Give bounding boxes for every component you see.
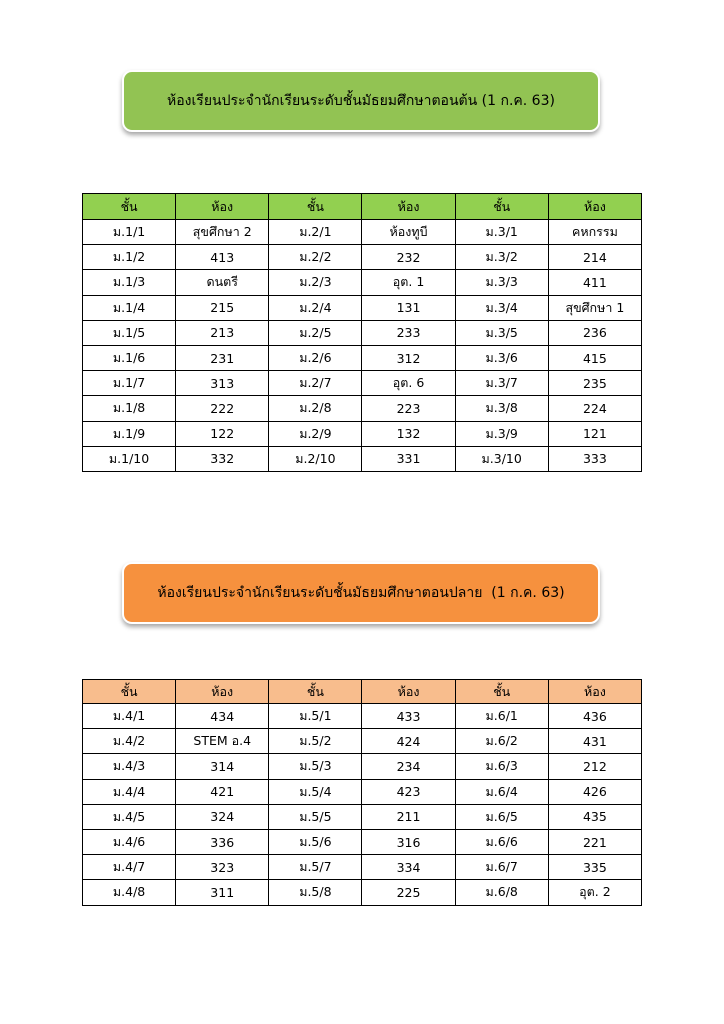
grade-cell: ม.1/1 (83, 220, 176, 245)
table-row (83, 220, 642, 245)
grade-cell: ม.5/2 (269, 729, 362, 754)
grade-cell: ม.3/4 (455, 295, 548, 320)
room-cell: 436 (548, 704, 641, 729)
room-cell: 335 (548, 855, 641, 880)
room-cell: 334 (362, 855, 455, 880)
room-cell: 232 (362, 245, 455, 270)
column-header-room: ห้อง (362, 194, 455, 220)
grade-cell: ม.4/4 (83, 779, 176, 804)
room-cell: 333 (548, 446, 641, 471)
grade-cell: ม.2/8 (269, 396, 362, 421)
room-cell: 311 (176, 880, 269, 905)
grade-cell: ม.3/9 (455, 421, 548, 446)
table-row (83, 880, 642, 905)
room-cell: STEM อ.4 (176, 729, 269, 754)
room-cell: 411 (548, 270, 641, 295)
room-cell: 215 (176, 295, 269, 320)
table-row (83, 270, 642, 295)
grade-cell: ม.4/6 (83, 829, 176, 854)
grade-cell: ม.5/8 (269, 880, 362, 905)
grade-cell: ม.5/6 (269, 829, 362, 854)
room-cell: 224 (548, 396, 641, 421)
room-cell: สุขศึกษา 1 (548, 295, 641, 320)
room-cell: 331 (362, 446, 455, 471)
room-cell: 212 (548, 754, 641, 779)
grade-cell: ม.4/3 (83, 754, 176, 779)
room-cell: 235 (548, 371, 641, 396)
upper-secondary-rooms-table (82, 679, 642, 906)
grade-cell: ม.3/1 (455, 220, 548, 245)
room-cell: 121 (548, 421, 641, 446)
grade-cell: ม.2/4 (269, 295, 362, 320)
room-cell: 313 (176, 371, 269, 396)
room-cell: 122 (176, 421, 269, 446)
room-cell: อุต. 6 (362, 371, 455, 396)
room-cell: 421 (176, 779, 269, 804)
column-header-grade: ชั้น (269, 194, 362, 220)
grade-cell: ม.4/1 (83, 704, 176, 729)
table-header-row (83, 194, 642, 220)
room-cell: 312 (362, 345, 455, 370)
room-cell: 211 (362, 804, 455, 829)
column-header-room: ห้อง (176, 680, 269, 704)
column-header-room: ห้อง (548, 680, 641, 704)
grade-cell: ม.1/9 (83, 421, 176, 446)
table-row (83, 396, 642, 421)
column-header-room: ห้อง (362, 680, 455, 704)
grade-cell: ม.2/2 (269, 245, 362, 270)
room-cell: 413 (176, 245, 269, 270)
table-row (83, 345, 642, 370)
room-cell: 424 (362, 729, 455, 754)
grade-cell: ม.6/2 (455, 729, 548, 754)
grade-cell: ม.6/4 (455, 779, 548, 804)
room-cell: 433 (362, 704, 455, 729)
column-header-grade: ชั้น (83, 194, 176, 220)
grade-cell: ม.1/7 (83, 371, 176, 396)
room-cell: สุขศึกษา 2 (176, 220, 269, 245)
grade-cell: ม.5/3 (269, 754, 362, 779)
table-row (83, 855, 642, 880)
room-cell: ดนตรี (176, 270, 269, 295)
room-cell: 236 (548, 320, 641, 345)
column-header-grade: ชั้น (455, 680, 548, 704)
room-cell: 423 (362, 779, 455, 804)
room-cell: 336 (176, 829, 269, 854)
grade-cell: ม.6/5 (455, 804, 548, 829)
room-cell: 415 (548, 345, 641, 370)
grade-cell: ม.3/3 (455, 270, 548, 295)
grade-cell: ม.5/7 (269, 855, 362, 880)
grade-cell: ม.3/7 (455, 371, 548, 396)
grade-cell: ม.3/6 (455, 345, 548, 370)
grade-cell: ม.5/5 (269, 804, 362, 829)
room-cell: 435 (548, 804, 641, 829)
room-cell: 213 (176, 320, 269, 345)
grade-cell: ม.4/7 (83, 855, 176, 880)
column-header-grade: ชั้น (269, 680, 362, 704)
grade-cell: ม.1/10 (83, 446, 176, 471)
grade-cell: ม.1/4 (83, 295, 176, 320)
table-row (83, 295, 642, 320)
room-cell: 225 (362, 880, 455, 905)
grade-cell: ม.6/3 (455, 754, 548, 779)
grade-cell: ม.6/1 (455, 704, 548, 729)
table-row (83, 779, 642, 804)
grade-cell: ม.5/4 (269, 779, 362, 804)
column-header-room: ห้อง (548, 194, 641, 220)
room-cell: 434 (176, 704, 269, 729)
table-row (83, 704, 642, 729)
grade-cell: ม.1/6 (83, 345, 176, 370)
upper-secondary-table-body (83, 704, 642, 906)
room-cell: ห้องทูบี (362, 220, 455, 245)
room-cell: 231 (176, 345, 269, 370)
grade-cell: ม.4/2 (83, 729, 176, 754)
room-cell: 316 (362, 829, 455, 854)
room-cell: 332 (176, 446, 269, 471)
room-cell: อุต. 1 (362, 270, 455, 295)
table-row (83, 421, 642, 446)
column-header-grade: ชั้น (455, 194, 548, 220)
table-header-row (83, 680, 642, 704)
grade-cell: ม.1/3 (83, 270, 176, 295)
grade-cell: ม.3/2 (455, 245, 548, 270)
room-cell: 132 (362, 421, 455, 446)
lower-secondary-table-body (83, 220, 642, 472)
table-row (83, 446, 642, 471)
grade-cell: ม.1/2 (83, 245, 176, 270)
room-cell: 323 (176, 855, 269, 880)
room-cell: 234 (362, 754, 455, 779)
room-cell: 214 (548, 245, 641, 270)
grade-cell: ม.6/8 (455, 880, 548, 905)
room-cell: 223 (362, 396, 455, 421)
grade-cell: ม.6/7 (455, 855, 548, 880)
table-row (83, 245, 642, 270)
table-row (83, 320, 642, 345)
room-cell: 324 (176, 804, 269, 829)
table-row (83, 371, 642, 396)
grade-cell: ม.4/8 (83, 880, 176, 905)
grade-cell: ม.2/1 (269, 220, 362, 245)
room-cell: คหกรรม (548, 220, 641, 245)
table-row (83, 804, 642, 829)
room-cell: 314 (176, 754, 269, 779)
grade-cell: ม.1/5 (83, 320, 176, 345)
lower-secondary-title-banner (122, 70, 600, 132)
table-row (83, 754, 642, 779)
room-cell: 426 (548, 779, 641, 804)
room-cell: อุต. 2 (548, 880, 641, 905)
grade-cell: ม.2/9 (269, 421, 362, 446)
table-row (83, 829, 642, 854)
room-cell: 131 (362, 295, 455, 320)
room-cell: 233 (362, 320, 455, 345)
grade-cell: ม.3/5 (455, 320, 548, 345)
grade-cell: ม.1/8 (83, 396, 176, 421)
room-cell: 221 (548, 829, 641, 854)
upper-secondary-title: ห้องเรียนประจำนักเรียนระดับชั้นมัธยมศึกษาตอนปลาย (1 ก.ค. 63) (157, 585, 565, 601)
lower-secondary-rooms-table (82, 193, 642, 472)
room-cell: 222 (176, 396, 269, 421)
grade-cell: ม.2/5 (269, 320, 362, 345)
table-row (83, 729, 642, 754)
grade-cell: ม.4/5 (83, 804, 176, 829)
lower-secondary-title: ห้องเรียนประจำนักเรียนระดับชั้นมัธยมศึกษาตอนต้น (1 ก.ค. 63) (167, 93, 555, 109)
grade-cell: ม.5/1 (269, 704, 362, 729)
grade-cell: ม.3/8 (455, 396, 548, 421)
grade-cell: ม.2/7 (269, 371, 362, 396)
column-header-room: ห้อง (176, 194, 269, 220)
grade-cell: ม.2/3 (269, 270, 362, 295)
column-header-grade: ชั้น (83, 680, 176, 704)
upper-secondary-title-banner (122, 562, 600, 624)
room-cell: 431 (548, 729, 641, 754)
grade-cell: ม.6/6 (455, 829, 548, 854)
grade-cell: ม.3/10 (455, 446, 548, 471)
grade-cell: ม.2/6 (269, 345, 362, 370)
grade-cell: ม.2/10 (269, 446, 362, 471)
